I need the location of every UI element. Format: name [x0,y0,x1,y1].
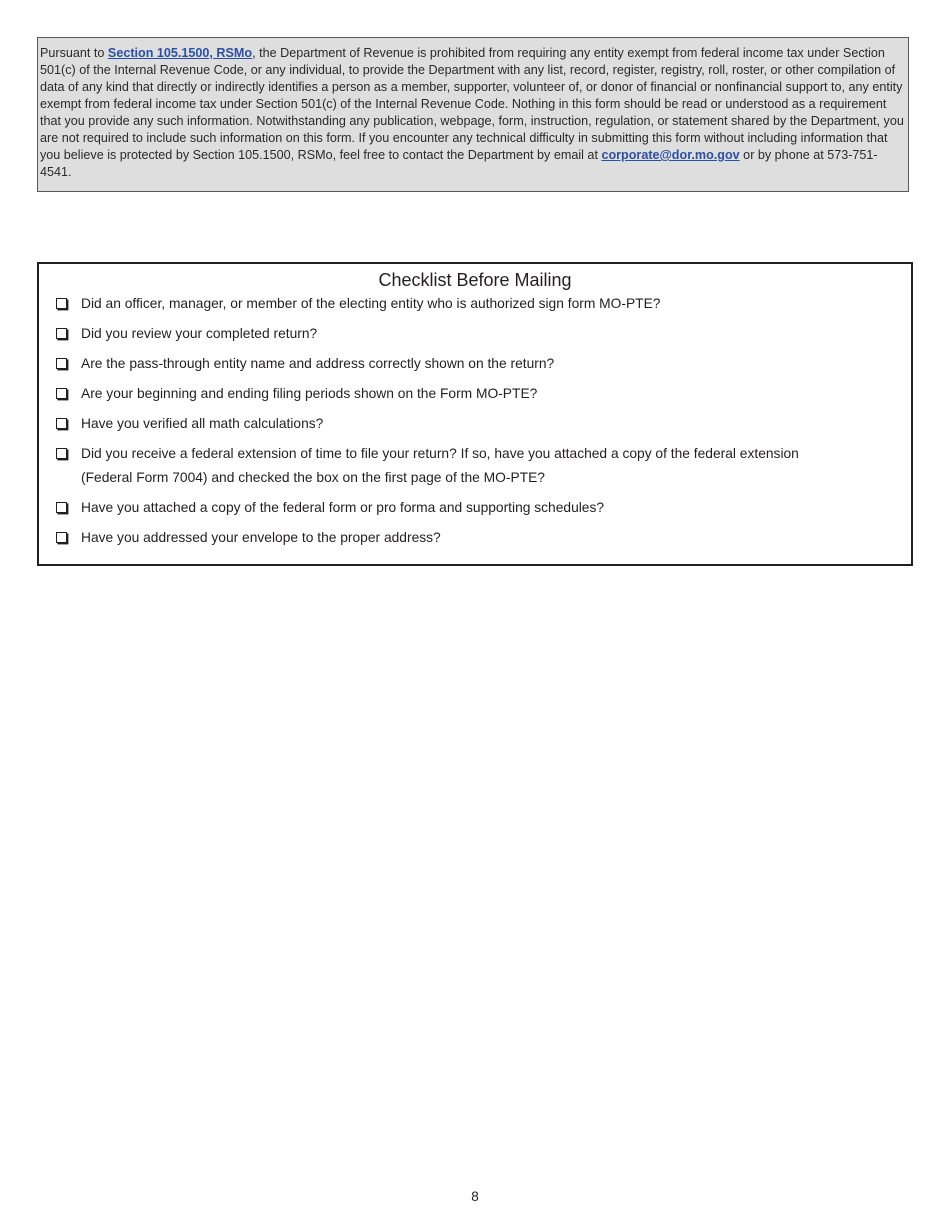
checklist-item [39,442,911,490]
checklist-item-text: Did you review your completed return? [81,326,318,341]
checklist-item-text: Have you attached a copy of the federal form or pro forma and supporting schedules? [81,500,605,515]
notice-contact: or by phone at 573-751-4541. [40,148,878,179]
checkbox-icon[interactable] [56,502,67,513]
checkbox-icon[interactable] [56,388,67,399]
privacy-notice [37,37,909,192]
statute-link[interactable]: Section 105.1500, RSMo [107,46,253,60]
checkbox-icon[interactable] [56,418,67,429]
checklist-item [39,496,911,520]
mailing-checklist [37,262,913,566]
checklist-item-text: Have you addressed your envelope to the proper address? [81,530,441,545]
checklist-item [39,292,911,316]
checkbox-icon[interactable] [56,298,67,309]
checklist-item [39,352,911,376]
checkbox-icon[interactable] [56,328,67,339]
notice-body: , the Department of Revenue is prohibited from requiring any entity exempt from federal income tax under Section 501(c) of the Internal Revenue Code, or any individual, to provide the Department with any list, record, register, registry, roll, roster, or other compilation of data of any kind that directly or indirectly identifies a person as a member, supporter, volunteer of, or donor of financial or nonfinancial support to, any entity exempt from federal income tax under Section 501(c) of the Internal Revenue Code. Nothing in this form should be read or understood as a requirement that you provide any such information. Notwithstanding any publication, webpage, form, instruction, regulation, or statement shared by the Department, you are not required to include such information on this form. If you encounter any technical difficulty in submitting this form without including information that you believe is protected by Section 105.1500, RSMo, feel free to contact the Department by email at [40,46,904,162]
notice-intro: Pursuant to [40,46,108,60]
page-number: 8 [471,1189,479,1204]
checklist-item [39,382,911,406]
checklist-item [39,412,911,436]
checklist-item-text: Did an officer, manager, or member of the electing entity who is authorized sign form MO-PTE? [81,296,661,311]
checklist-items [39,292,911,550]
checkbox-icon[interactable] [56,532,67,543]
checklist-item-text: Are your beginning and ending filing periods shown on the Form MO-PTE? [81,386,538,401]
checklist-item [39,322,911,346]
email-link[interactable]: corporate@dor.mo.gov [601,148,740,162]
checklist-item-text: Are the pass-through entity name and address correctly shown on the return? [81,356,555,371]
checklist-item-text: Have you verified all math calculations? [81,416,324,431]
checklist-item-text: Did you receive a federal extension of time to file your return? If so, have you attached a copy of the federal extension (Federal Form 7004) and checked the box on the first page of the MO-PTE? [81,446,799,485]
checklist-title: Checklist Before Mailing [378,270,572,290]
checkbox-icon[interactable] [56,358,67,369]
checklist-item [39,526,911,550]
checkbox-icon[interactable] [56,448,67,459]
